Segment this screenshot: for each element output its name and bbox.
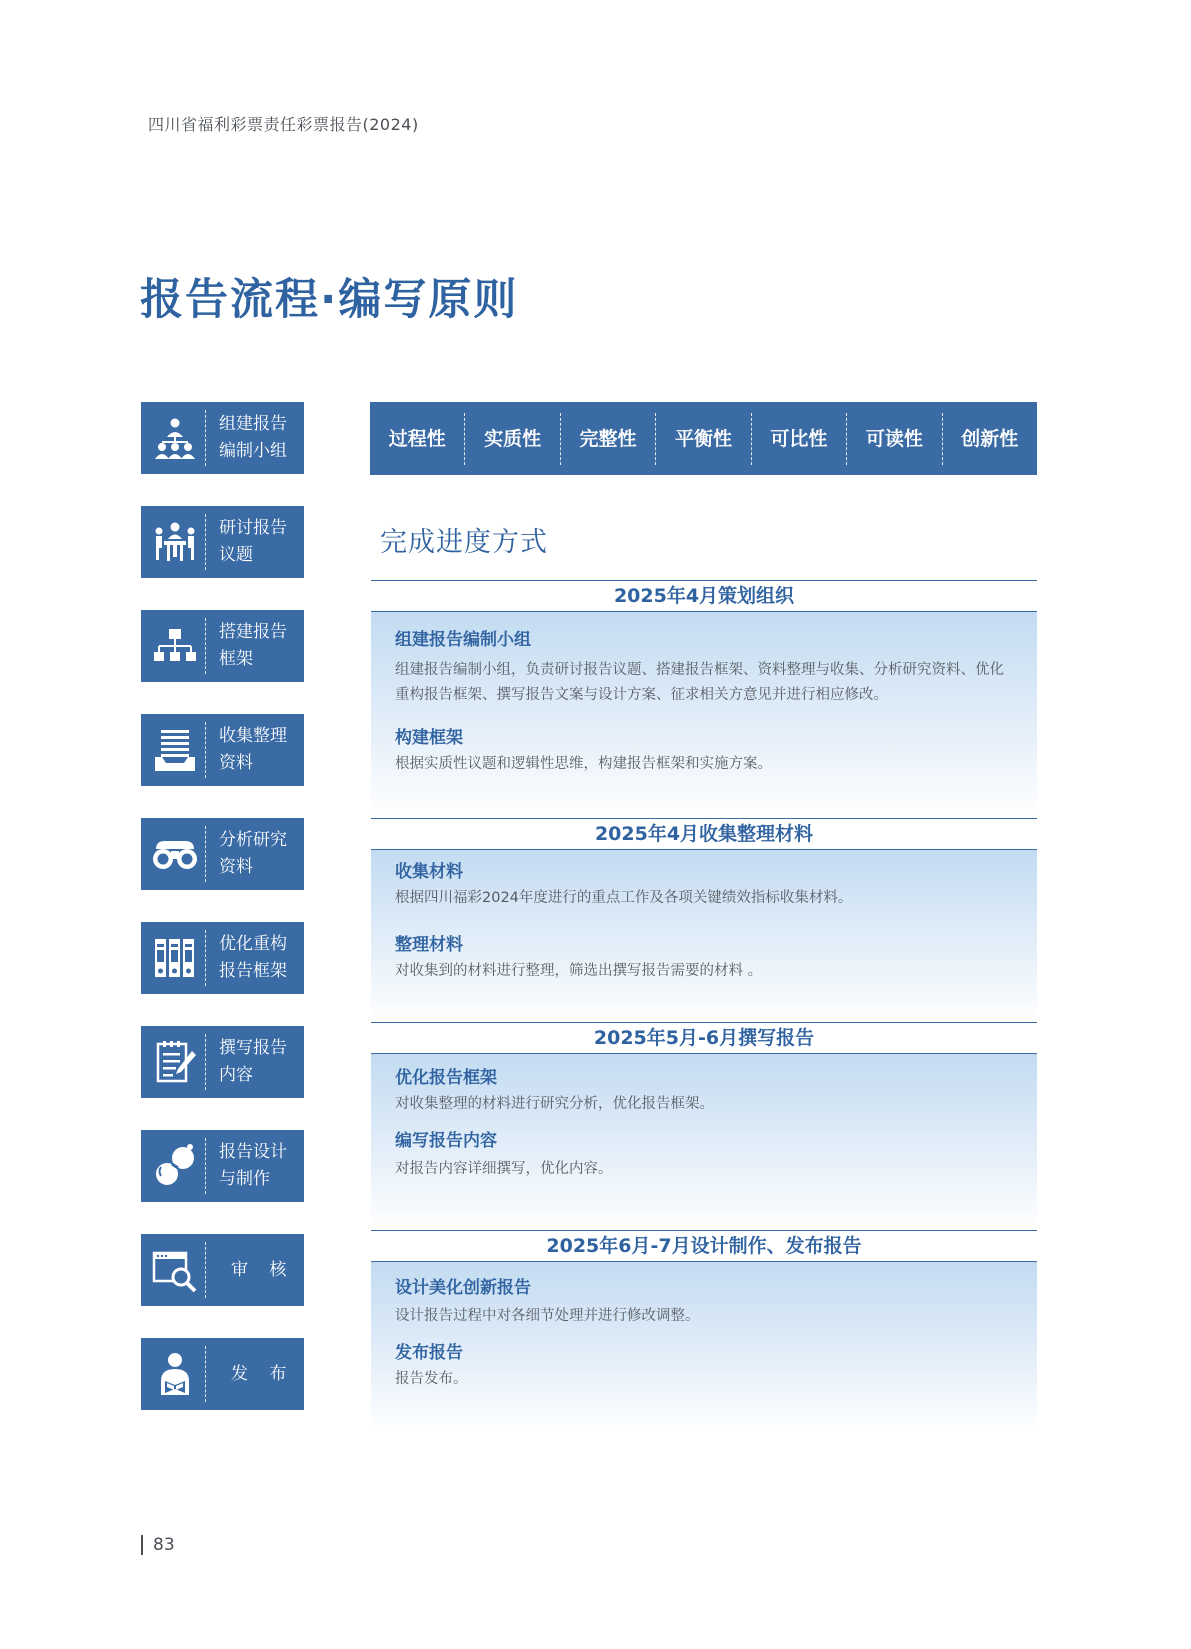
task-item xyxy=(395,933,1013,984)
step-review xyxy=(141,1234,304,1306)
task-description: 报告发布。 xyxy=(395,1371,468,1387)
report-header-title: 四川省福利彩票责任彩票报告(2024) xyxy=(148,115,419,134)
step-divider xyxy=(205,1242,206,1298)
step-label: 搭建报告框架 xyxy=(219,622,287,669)
phase-body xyxy=(371,1054,1037,1230)
step-discuss-topics xyxy=(141,506,304,578)
step-divider xyxy=(205,410,206,466)
step-analyze-materials xyxy=(141,818,304,890)
task-description: 根据实质性议题和逻辑性思维，构建报告框架和实施方案。 xyxy=(395,756,772,772)
step-build-framework xyxy=(141,610,304,682)
task-description: 根据四川福彩2024年度进行的重点工作及各项关键绩效指标收集材料。 xyxy=(395,890,853,906)
step-divider xyxy=(205,618,206,674)
phase-heading: 2025年4月策划组织 xyxy=(371,580,1037,612)
phase-body xyxy=(371,1262,1037,1434)
step-divider xyxy=(205,826,206,882)
phase-block xyxy=(371,1022,1037,1230)
step-design-production xyxy=(141,1130,304,1202)
phase-heading: 2025年6月-7月设计制作、发布报告 xyxy=(371,1230,1037,1262)
step-form-team xyxy=(141,402,304,474)
principle-item: 可读性 xyxy=(846,413,941,465)
document-tray-icon xyxy=(149,724,201,776)
page-number: 83 xyxy=(141,1535,175,1555)
review-magnifier-icon xyxy=(149,1244,201,1296)
step-write-content xyxy=(141,1026,304,1098)
phase-block xyxy=(371,1230,1037,1434)
task-title: 发布报告 xyxy=(395,1343,463,1363)
step-divider xyxy=(205,722,206,778)
writing-principles-bar xyxy=(370,402,1037,475)
task-title: 编写报告内容 xyxy=(395,1131,497,1151)
task-item xyxy=(395,1276,1013,1329)
task-title: 收集材料 xyxy=(395,862,463,882)
task-description: 对收集到的材料进行整理，筛选出撰写报告需要的材料 。 xyxy=(395,963,763,979)
task-description: 对报告内容详细撰写，优化内容。 xyxy=(395,1161,613,1177)
step-optimize-framework xyxy=(141,922,304,994)
principle-item: 完整性 xyxy=(560,413,655,465)
task-title: 优化报告框架 xyxy=(395,1068,497,1088)
task-title: 设计美化创新报告 xyxy=(395,1278,531,1298)
step-divider xyxy=(205,1346,206,1402)
binoculars-icon xyxy=(149,828,201,880)
phase-body xyxy=(371,612,1037,818)
step-collect-materials xyxy=(141,714,304,786)
step-label: 优化重构报告框架 xyxy=(219,934,287,981)
task-title: 构建框架 xyxy=(395,728,463,748)
step-divider xyxy=(205,1034,206,1090)
org-chart-icon xyxy=(149,620,201,672)
principle-item: 创新性 xyxy=(942,413,1037,465)
phase-block xyxy=(371,580,1037,818)
phase-body xyxy=(371,850,1037,1022)
task-title: 整理材料 xyxy=(395,935,463,955)
task-description: 对收集整理的材料进行研究分析，优化报告框架。 xyxy=(395,1096,714,1112)
task-item xyxy=(395,628,1013,708)
step-label: 分析研究资料 xyxy=(219,830,287,877)
task-item xyxy=(395,1066,1013,1117)
design-bubbles-icon xyxy=(149,1140,201,1192)
task-title: 组建报告编制小组 xyxy=(395,630,531,650)
step-label: 组建报告编制小组 xyxy=(219,414,287,461)
team-hierarchy-icon xyxy=(149,412,201,464)
task-description: 设计报告过程中对各细节处理并进行修改调整。 xyxy=(395,1308,700,1324)
progress-section-title: 完成进度方式 xyxy=(380,527,548,558)
principle-item: 实质性 xyxy=(464,413,559,465)
meeting-icon xyxy=(149,516,201,568)
binders-icon xyxy=(149,932,201,984)
task-item xyxy=(395,726,1013,777)
principle-item: 平衡性 xyxy=(655,413,750,465)
step-label: 收集整理资料 xyxy=(219,726,287,773)
task-item xyxy=(395,1129,1013,1182)
notepad-pen-icon xyxy=(149,1036,201,1088)
phase-heading: 2025年5月-6月撰写报告 xyxy=(371,1022,1037,1054)
task-item xyxy=(395,860,1013,911)
task-item xyxy=(395,1341,1013,1392)
page-title: 报告流程·编写原则 xyxy=(140,275,519,325)
principle-item: 可比性 xyxy=(751,413,846,465)
step-divider xyxy=(205,514,206,570)
principle-item: 过程性 xyxy=(388,427,446,450)
step-label: 发 布 xyxy=(231,1363,295,1384)
phase-block xyxy=(371,818,1037,1022)
step-label: 审 核 xyxy=(231,1259,295,1280)
step-label: 撰写报告内容 xyxy=(219,1038,287,1085)
step-label: 报告设计与制作 xyxy=(219,1142,287,1189)
step-divider xyxy=(205,930,206,986)
step-divider xyxy=(205,1138,206,1194)
publish-reader-icon xyxy=(149,1348,201,1400)
step-publish xyxy=(141,1338,304,1410)
phase-heading: 2025年4月收集整理材料 xyxy=(371,818,1037,850)
task-description: 组建报告编制小组，负责研讨报告议题、搭建报告框架、资料整理与收集、分析研究资料、优化重构报告框架、撰写报告文案与设计方案、征求相关方意见并进行相应修改。 xyxy=(395,662,1004,703)
step-label: 研讨报告议题 xyxy=(219,518,287,565)
